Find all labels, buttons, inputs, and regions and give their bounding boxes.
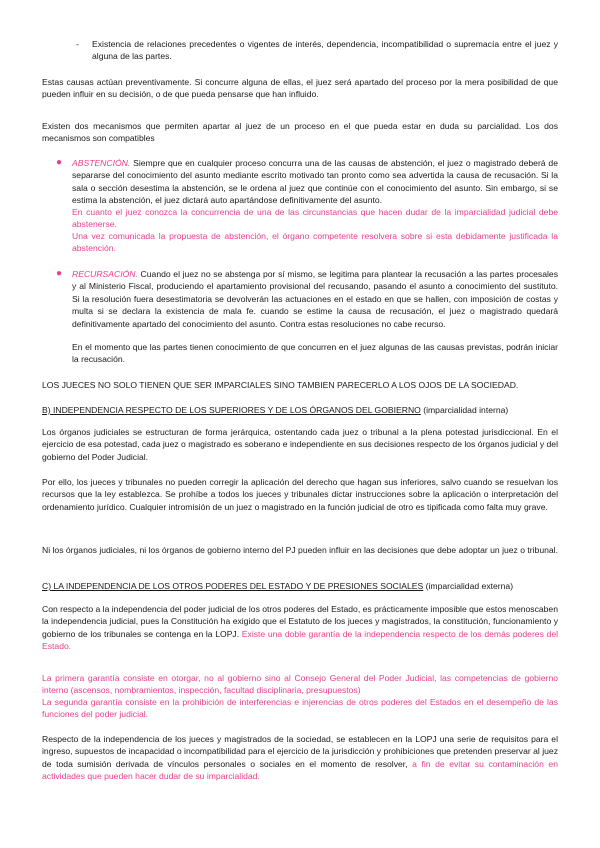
section-b-paragraph-2: Por ello, los jueces y tribunales no pueden corregir la aplicación del derecho que hagan sus inferiores, salvo cuando se resuelvan los recursos que la ley establezca. Se prohíbe a todos los jueces y tribunales dictar instrucciones sobre la aplicación o interpretación del ordenamiento jurídico. Cualquier intromisión de un juez o magistrado en la función judicial de otro es tipificada como falta muy grave. [42,477,558,512]
section-b-paragraph-1: Los órganos judiciales se estructuran de forma jerárquica, ostentando cada juez o tribunal a la plena potestad jurisdiccional. En el ejercicio de esa potestad, cada juez o magistrado es soberano e independiente en sus decisiones respecto de los órganos judicial y del gobierno del Poder Judicial. [42,427,558,462]
section-c-heading [42,580,558,592]
list-dash: - [76,39,79,49]
recusacion-paragraph [72,268,558,330]
section-b-heading [42,404,558,416]
section-b-paragraph-3: Ni los órganos judiciales, ni los órganos de gobierno interno del PJ pueden influir en las decisiones que debe adoptar un juez o tribunal. [42,545,558,555]
abstencion-paragraph [72,157,558,207]
section-c-p1-highlight: Existe una doble garantía de la independencia respecto de los demás poderes del Estado. [42,628,559,652]
guarantee-1: La primera garantía consiste en otorgar, no al gobierno sino al Consejo General del Poder Judicial, las competencias de gobierno interno (ascensos, nombramientos, inspección, facultad disciplinaria, presupuestos) [42,673,558,696]
bullet-abstencion: ● [56,157,63,168]
abstencion-note-2: Una vez comunicada la propuesta de abstención, el órgano competente resolvera sobre si esta debidamente justificada la abstención. [72,231,558,254]
recusacion-note: En el momento que las partes tienen conocimiento de que concurren en el juez algunas de las causas previstas, podrán iniciar la recusación. [72,342,558,365]
section-c-qualifier: (imparcialidad externa) [423,581,514,591]
guarantee-2: La segunda garantía consiste en la prohibición de interferencias e injerencias de otros poderes del Estados en el desempeño de las funciones del poder judicial. [42,697,558,720]
section-b-qualifier: (imparcialidad interna) [420,405,509,415]
bullet-recusacion: ● [56,268,63,279]
paragraph-mechanisms: Existen dos mecanismos que permiten apartar al juez de un proceso en el que pueda estar en duda su parcialidad. Los dos mecanismos son compatibles [42,121,558,144]
recusacion-text: Cuando el juez no se abstenga por sí mismo, se legitima para plantear la recusación a las partes procesales y al Ministerio Fiscal, produciendo el apartamiento provisional del recusando, pasando el asunto a conocimiento del sustituto. Si la resolución fuera desestimatoria se devolverán las actuaciones en el estado en que se hallen, con imposición de costas y multa si se declara la existencia de mala fe. cuando se estime la causa de recusación, el juez o magistrado quedará definitivamente apartado del conocimiento del asunto. Contra estas resoluciones no cabe recurso. [72,269,558,329]
paragraph-caps: LOS JUECES NO SOLO TIENEN QUE SER IMPARCIALES SINO TAMBIEN PARECERLO A LOS OJOS DE LA SOCIEDAD. [42,380,519,390]
intro-list-item: Existencia de relaciones precedentes o vigentes de interés, dependencia, incompatibilidad o supremacía entre el juez y alguna de las partes. [92,39,558,62]
section-c-title: C) LA INDEPENDENCIA DE LOS OTROS PODERES DEL ESTADO Y DE PRESIONES SOCIALES [42,581,424,591]
recusacion-term: RECURSACIÓN. [72,269,138,279]
section-c-p2-highlight: a fin de evitar su contaminación en actividades que pueden hacer dudar de su imparcialidad. [42,758,558,782]
section-c-p2-text: Respecto de la independencia de los jueces y magistrados de la sociedad, se establecen en la LOPJ una serie de requisitos para el ingreso, supuestos de incapacidad o incompatibilidad para el ejercicio de la jurisdicción y prohibiciones que pretenden preservar al juez de toda sumisión derivada de vínculos personales o sociales en el momento de resolver, [42,734,558,769]
paragraph-preventive: Estas causas actúan preventivamente. Si concurre alguna de ellas, el juez será apartado del proceso por la mera posibilidad de que pueden influir en su decisión, o de que pueda pensarse que han influido. [42,77,558,100]
abstencion-note-1: En cuanto el juez conozca la concurrencia de una de las circunstancias que hacen dudar de la imparcialidad judicial debe abstenerse. [72,207,558,230]
section-c-p1-text: Con respecto a la independencia del poder judicial de los otros poderes del Estado, es prácticamente imposible que estos menoscaben la independencia judicial, pues la Constitución ha exigido que el Estatuto de los jueces y magistrados, la constitución, funcionamiento y gobierno de los tribunales se contenga en la LOPJ. [42,604,558,639]
section-c-paragraph-2 [42,733,558,783]
section-b-title: B) INDEPENDENCIA RESPECTO DE LOS SUPERIORES Y DE LOS ÓRGANOS DEL GOBIERNO [42,405,421,415]
abstencion-term: ABSTENCIÓN. [72,158,131,168]
section-c-paragraph-1 [42,603,558,653]
abstencion-text: Siempre que en cualquier proceso concurra una de las causas de abstención, el juez o magistrado deberá de separarse del conocimiento del asunto mediante escrito motivado tan pronto como sea advertida la causa de recusación. Si la sala o sección desestima la abstención, se le ordena al juez que continúe con el conocimiento del asunto. Sin embargo, si se estima la abstención, el juez dictará auto apartándose definitivamente del asunto. [72,158,558,206]
